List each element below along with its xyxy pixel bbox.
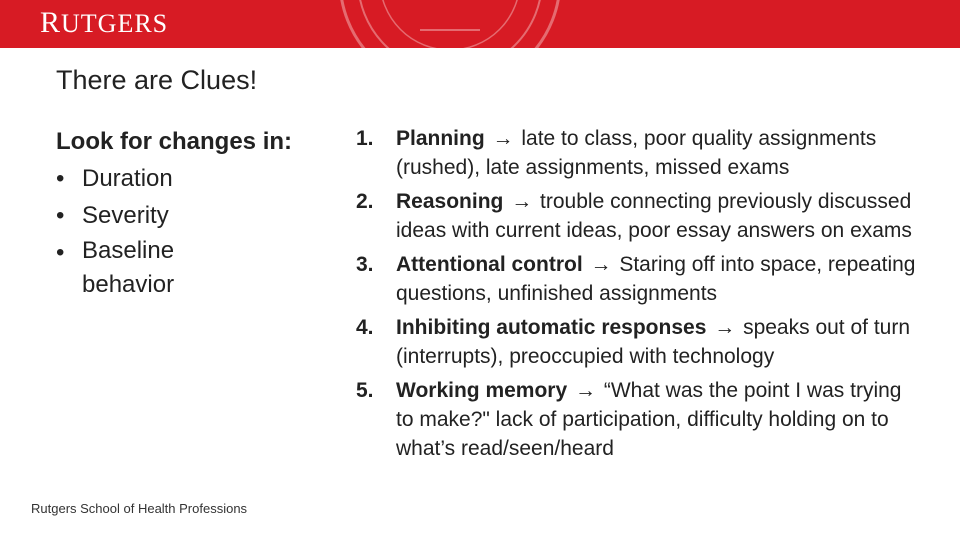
item-term: Reasoning — [396, 190, 504, 213]
slide-title: There are Clues! — [56, 65, 258, 95]
right-arrow-icon: → — [590, 253, 612, 276]
bullet-icon: • — [56, 239, 65, 266]
list-item — [356, 187, 916, 245]
item-term: Planning — [396, 127, 485, 150]
list-item — [356, 313, 916, 371]
list-item — [356, 124, 916, 182]
rutgers-logo: RUTGERS — [40, 6, 169, 39]
left-heading: Look for changes in: — [56, 128, 293, 155]
right-arrow-icon: → — [492, 127, 514, 150]
bullet-icon: • — [56, 165, 65, 192]
item-term: Attentional control — [396, 253, 583, 276]
bullet-text: Baseline behavior — [82, 237, 175, 298]
item-number: 4. — [356, 316, 374, 339]
numbered-list — [356, 124, 916, 463]
university-seal-watermark-icon — [300, 0, 600, 48]
list-item — [56, 197, 316, 234]
item-text: “What was the point I was trying to make?" lack of participation, difficulty holding on to what’s read/seen/heard — [396, 379, 902, 460]
left-column — [56, 124, 316, 302]
right-arrow-icon: → — [575, 379, 596, 402]
item-number: 3. — [356, 253, 374, 276]
list-item — [356, 250, 916, 308]
item-text: trouble connecting previously discussed ideas with current ideas, poor essay answers on exams — [396, 190, 912, 242]
footer-text: Rutgers School of Health Professions — [31, 501, 248, 516]
bullet-text: Duration — [82, 165, 173, 192]
item-number: 5. — [356, 379, 374, 402]
list-item — [56, 160, 316, 197]
item-text: speaks out of turn (interrupts), preoccupied with technology — [396, 316, 911, 368]
list-item — [56, 234, 232, 302]
right-arrow-icon: → — [714, 316, 736, 339]
list-item — [356, 376, 916, 463]
bullet-text: Severity — [82, 202, 169, 229]
item-term: Inhibiting automatic responses — [396, 316, 707, 339]
item-number: 2. — [356, 190, 374, 213]
bullet-icon: • — [56, 202, 65, 229]
item-text: late to class, poor quality assignments (rushed), late assignments, missed exams — [396, 127, 877, 179]
bullet-list — [56, 160, 316, 302]
item-term: Working memory — [396, 379, 568, 402]
right-arrow-icon: → — [511, 190, 533, 213]
item-text: Staring off into space, repeating questions, unfinished assignments — [396, 253, 916, 305]
item-number: 1. — [356, 127, 374, 150]
header-banner — [0, 0, 960, 48]
